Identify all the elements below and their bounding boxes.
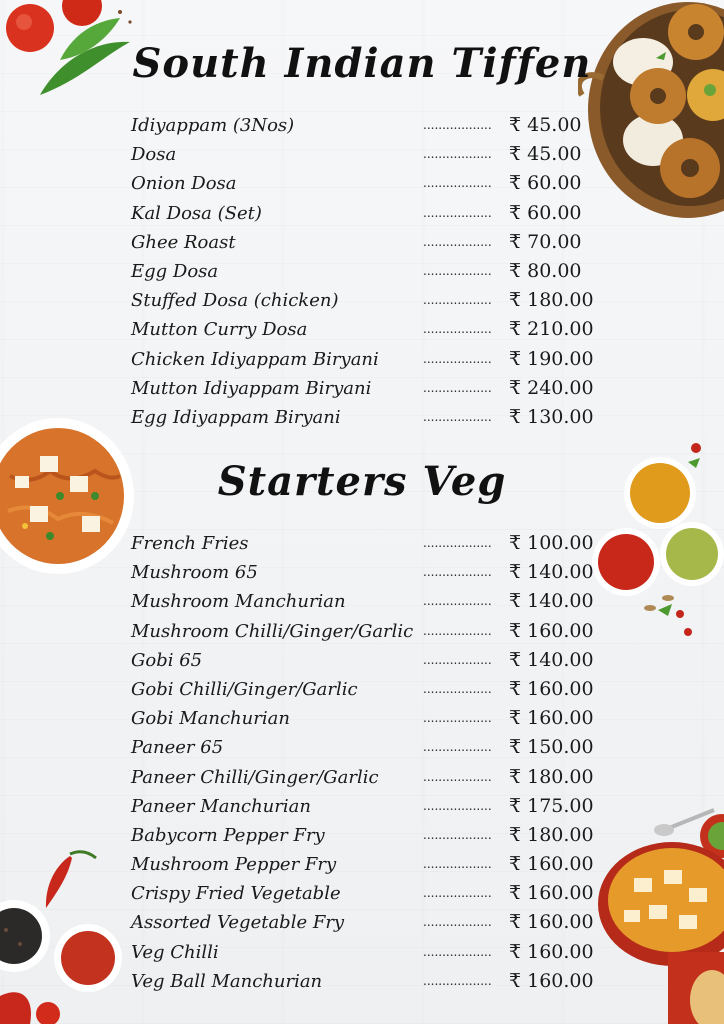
menu-item [131, 967, 601, 996]
item-name: Kal Dosa (Set) [131, 202, 262, 224]
menu-item [131, 529, 601, 558]
item-name: Egg Idiyappam Biryani [131, 406, 341, 428]
chilli-pepper-bowls-image [0, 846, 130, 1024]
item-price: ₹ 140.00 [509, 648, 594, 671]
menu-item [131, 617, 601, 646]
item-price: ₹ 130.00 [509, 405, 594, 428]
menu-list-starters-veg [131, 529, 601, 996]
item-name: Mutton Curry Dosa [131, 319, 308, 341]
dot-leader: .................. [423, 409, 492, 424]
item-price: ₹ 80.00 [509, 259, 582, 282]
menu-item [131, 938, 601, 967]
item-name: French Fries [131, 533, 249, 554]
dot-leader: .................. [423, 944, 492, 959]
dot-leader: .................. [423, 623, 492, 638]
item-price: ₹ 180.00 [509, 289, 594, 312]
dot-leader: .................. [423, 176, 492, 191]
dot-leader: .................. [423, 769, 492, 784]
dot-leader: .................. [423, 380, 492, 395]
dot-leader: .................. [423, 827, 492, 842]
section-title-south-indian-tiffen: South Indian Tiffen [132, 40, 592, 87]
item-name: Veg Chilli [131, 941, 219, 963]
item-price: ₹ 180.00 [509, 823, 594, 846]
item-name: Dosa [131, 144, 177, 166]
item-price: ₹ 45.00 [509, 143, 582, 166]
item-name: Paneer Manchurian [131, 795, 311, 817]
menu-item [131, 908, 601, 937]
menu-item [131, 257, 601, 286]
item-name: Gobi 65 [131, 649, 203, 671]
item-name: Babycorn Pepper Fry [131, 824, 325, 846]
item-name: Crispy Fried Vegetable [131, 883, 341, 905]
item-price: ₹ 160.00 [509, 853, 594, 876]
item-price: ₹ 60.00 [509, 172, 582, 195]
menu-item [131, 733, 601, 762]
dot-leader: .................. [423, 205, 492, 220]
item-name: Mushroom 65 [131, 562, 258, 584]
menu-item [131, 140, 601, 169]
menu-item [131, 374, 601, 403]
item-price: ₹ 160.00 [509, 940, 594, 963]
dot-leader: .................. [423, 798, 492, 813]
item-price: ₹ 150.00 [509, 736, 594, 759]
menu-item [131, 763, 601, 792]
item-price: ₹ 100.00 [509, 532, 594, 554]
dot-leader: .................. [423, 263, 492, 278]
item-name: Stuffed Dosa (chicken) [131, 290, 339, 312]
dot-leader: .................. [423, 915, 492, 930]
item-price: ₹ 140.00 [509, 590, 594, 613]
menu-item [131, 558, 601, 587]
item-name: Paneer Chilli/Ginger/Garlic [131, 766, 379, 788]
item-price: ₹ 160.00 [509, 619, 594, 642]
menu-item [131, 199, 601, 228]
dot-leader: .................. [423, 973, 492, 988]
menu-item [131, 850, 601, 879]
menu-item [131, 587, 601, 616]
menu-list-south-indian-tiffen [131, 111, 601, 432]
menu-item [131, 345, 601, 374]
menu-item [131, 286, 601, 315]
item-price: ₹ 160.00 [509, 882, 594, 905]
menu-item [131, 821, 601, 850]
item-name: Mushroom Chilli/Ginger/Garlic [131, 620, 414, 642]
dot-leader: .................. [423, 594, 492, 609]
menu-item [131, 169, 601, 198]
item-name: Mushroom Pepper Fry [131, 854, 337, 876]
item-name: Gobi Manchurian [131, 708, 290, 730]
item-price: ₹ 70.00 [509, 230, 582, 253]
item-name: Chicken Idiyappam Biryani [131, 348, 379, 370]
dot-leader: .................. [423, 857, 492, 872]
menu-item [131, 792, 601, 821]
item-name: Mutton Idiyappam Biryani [131, 377, 372, 399]
item-price: ₹ 190.00 [509, 347, 594, 370]
item-price: ₹ 175.00 [509, 794, 594, 817]
item-price: ₹ 180.00 [509, 765, 594, 788]
item-price: ₹ 140.00 [509, 561, 594, 584]
menu-item [131, 315, 601, 344]
dot-leader: .................. [423, 681, 492, 696]
dot-leader: .................. [423, 565, 492, 580]
item-name: Paneer 65 [131, 737, 224, 759]
dot-leader: .................. [423, 293, 492, 308]
menu-item [131, 111, 601, 140]
item-price: ₹ 45.00 [509, 114, 582, 136]
paneer-curry-bowl-image [594, 800, 724, 1024]
item-price: ₹ 160.00 [509, 911, 594, 934]
dot-leader: .................. [423, 711, 492, 726]
item-price: ₹ 160.00 [509, 969, 594, 992]
dot-leader: .................. [423, 118, 492, 132]
dot-leader: .................. [423, 147, 492, 162]
item-name: Mushroom Manchurian [131, 591, 346, 613]
dot-leader: .................. [423, 234, 492, 249]
dot-leader: .................. [423, 536, 492, 550]
item-name: Ghee Roast [131, 231, 236, 253]
dot-leader: .................. [423, 351, 492, 366]
dot-leader: .................. [423, 886, 492, 901]
menu-item [131, 646, 601, 675]
dot-leader: .................. [423, 322, 492, 337]
menu-item [131, 228, 601, 257]
dot-leader: .................. [423, 652, 492, 667]
item-name: Idiyappam (3Nos) [131, 115, 295, 136]
menu-item [131, 704, 601, 733]
section-title-starters-veg: Starters Veg [217, 458, 507, 505]
dot-leader: .................. [423, 740, 492, 755]
menu-item [131, 675, 601, 704]
item-name: Egg Dosa [131, 260, 219, 282]
item-price: ₹ 160.00 [509, 707, 594, 730]
item-name: Veg Ball Manchurian [131, 970, 323, 992]
item-price: ₹ 160.00 [509, 677, 594, 700]
item-price: ₹ 240.00 [509, 376, 594, 399]
item-name: Gobi Chilli/Ginger/Garlic [131, 678, 358, 700]
menu-item [131, 403, 601, 432]
item-name: Assorted Vegetable Fry [131, 912, 345, 934]
item-name: Onion Dosa [131, 173, 237, 195]
item-price: ₹ 210.00 [509, 318, 594, 341]
item-price: ₹ 60.00 [509, 201, 582, 224]
menu-item [131, 879, 601, 908]
